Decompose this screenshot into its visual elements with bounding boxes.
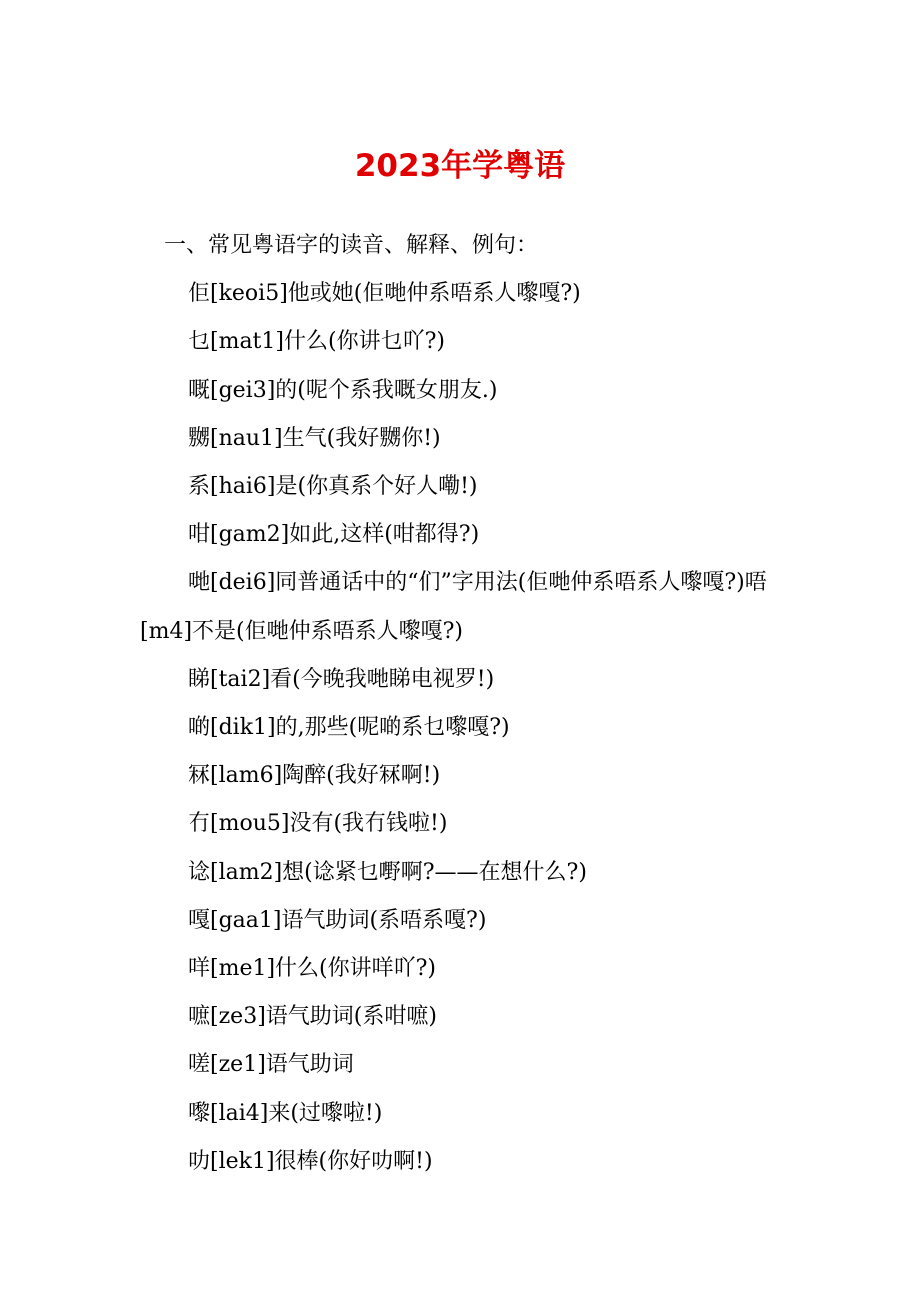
entry-dei6-m4: 哋[dei6]同普通话中的“们”字用法(佢哋仲系唔系人嚟嘎?)唔[m4]不是(佢哋仲系唔系人嚟嘎?) [140, 570, 767, 644]
entry-ze3: 嗻[ze3]语气助词(系咁嗻) [188, 1004, 437, 1030]
entry-keoi5: 佢[keoi5]他或她(佢哋仲系唔系人嚟嘎?) [188, 281, 581, 307]
entry-gei3: 嘅[gei3]的(呢个系我嘅女朋友.) [188, 377, 498, 403]
section-heading: 一、常见粤语字的读音、解释、例句： [164, 233, 539, 258]
entry-lam2: 谂[lam2]想(谂紧乜嘢啊?——在想什么?) [188, 859, 587, 885]
entry-lam6: 冧[lam6]陶醉(我好冧啊!) [188, 763, 441, 789]
document-body [140, 222, 790, 1186]
entry-ze1: 嗟[ze1]语气助词 [188, 1052, 354, 1078]
entry-me1: 咩[me1]什么(你讲咩吖?) [188, 956, 437, 982]
entry-tai2: 睇[tai2]看(今晚我哋睇电视罗!) [188, 666, 495, 692]
entry-dik1: 啲[dik1]的,那些(呢啲系乜嚟嘎?) [188, 715, 510, 741]
entry-mou5: 冇[mou5]没有(我冇钱啦!) [188, 811, 448, 837]
entry-lek1: 叻[lek1]很棒(你好叻啊!) [188, 1148, 433, 1174]
entry-gam2: 咁[gam2]如此,这样(咁都得?) [188, 522, 480, 548]
entry-mat1: 乜[mat1]什么(你讲乜吖?) [188, 329, 445, 355]
document-title: 2023年学粤语 [354, 148, 566, 184]
entry-nau1: 嬲[nau1]生气(我好嬲你!) [188, 425, 441, 451]
entry-hai6: 系[hai6]是(你真系个好人嘞!) [188, 474, 478, 500]
entry-gaa1: 嘎[gaa1]语气助词(系唔系嘎?) [188, 907, 487, 933]
entry-lai4: 嚟[lai4]来(过嚟啦!) [188, 1100, 383, 1126]
